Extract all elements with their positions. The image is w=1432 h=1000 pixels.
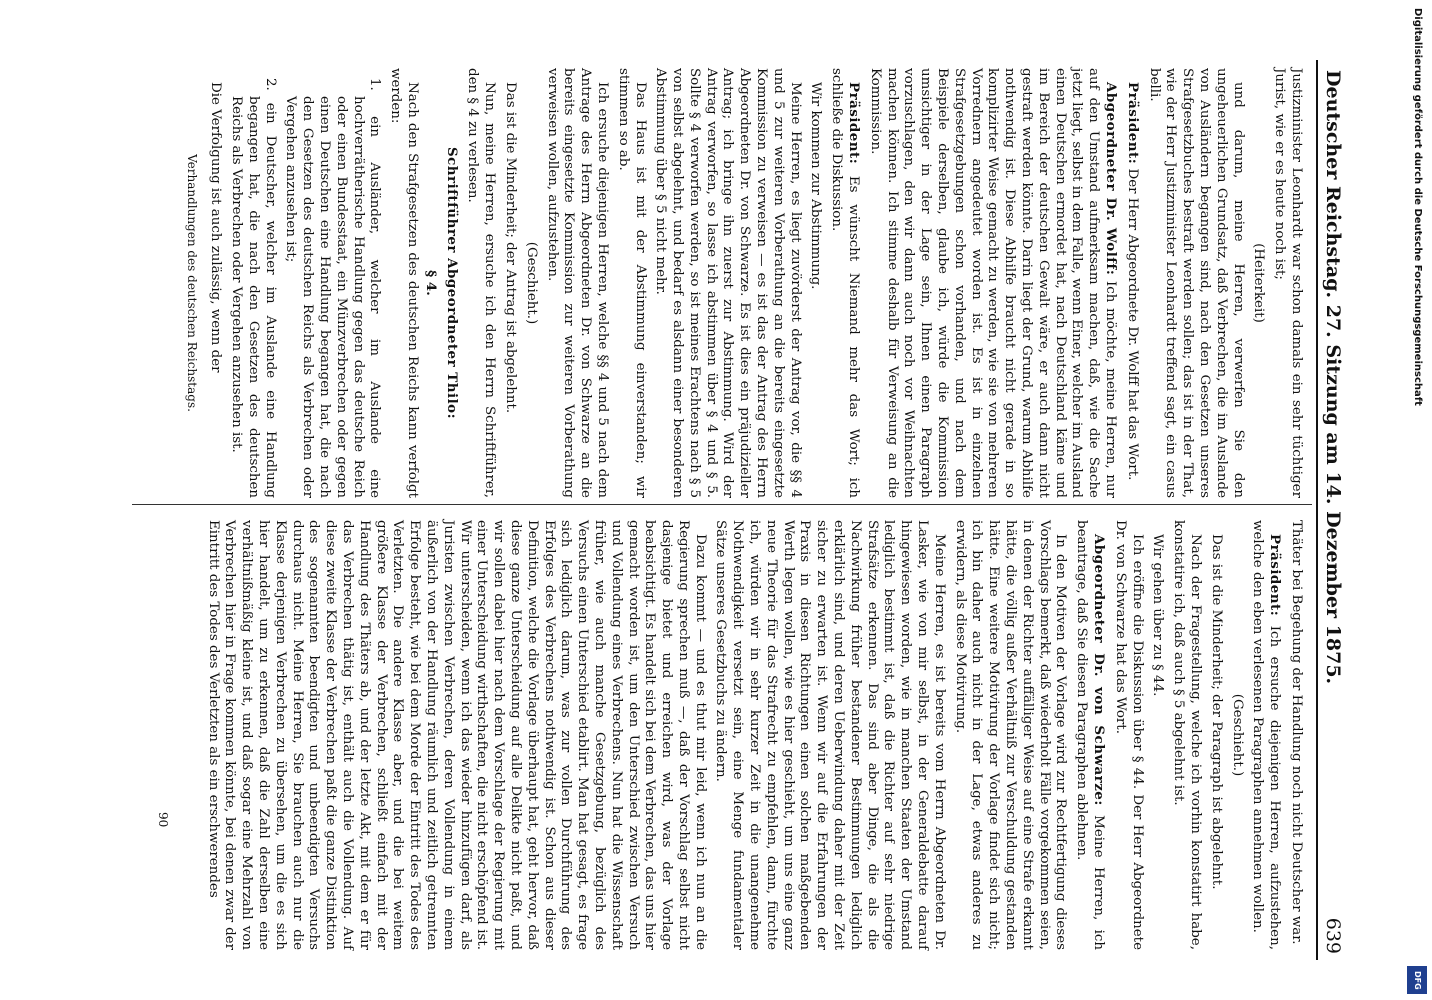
speaker-name: Abgeordneter Dr. von Schwarze:	[1091, 534, 1108, 806]
speaker-name: Präsident:	[846, 82, 863, 165]
speech-text: Es wünscht Niemand mehr das Wort; ich schließe die Diskussion.	[829, 68, 862, 498]
text-paragraph: Ich ersuche diejenigen Herren, welche §§ 4 und 5 nach dem Antrage des Herrn Abgeordneten Dr. von Schwarze an die bereits eingesetzte Kommission zur weiteren Vorberathung verweisen wollen, aufzustehen.	[544, 68, 610, 498]
speaker-name: Präsident:	[1267, 534, 1284, 617]
text-paragraph: Wir gehen über zu § 44.	[1150, 534, 1166, 697]
speech-text: Ich möchte, meine Herren, nur auf den Umstand aufmerksam machen, daß, wie die Sache jetzt liegt, selbst in dem Falle, wenn Einer, welcher im Ausland einen Deutschen ermordet hat, nach Deutschland käme und im Bereich der deutschen Gewalt wäre, er auch dann nicht gestraft werden könnte. Darin liegt der Grund, warum Abhilfe nothwendig ist. Diese Abhilfe braucht nicht gerade in so komplizirter Weise gemacht zu werden, wie sie von mehreren Vorrednern angedeutet worden ist. Es ist in einzelnen Strafgesetzgebungen schon vorhanden, und nach dem Beispiele derselben, glaube ich, würde die Kommission umsichtiger in der Lage sein, Ihnen einen Paragraph vorzuschlagen, den wir dann auch noch vor Weihnachten machen können. Ich stimme deshalb für Verweisung an die Kommission.	[867, 68, 1119, 498]
text-paragraph: Ich eröffne die Diskussion über § 44. Der Herr Abgeordnete Dr. von Schwarze hat das Wort.	[1112, 520, 1145, 950]
column-divider	[132, 504, 1312, 505]
section-heading: § 4.	[422, 270, 439, 296]
text-paragraph: Meine Herren, es ist bereits vom Herrn Abgeordneten Dr. Lasker, wie von mir selbst, in der Generaldebatte darauf hingewiesen worden, wie in manchen Staaten der Umstand lediglich bestimmt ist, daß die Richter auf sehr niedrige Strafsätze erkennen. Das sind aber Dinge, die als die Nachwirkung früher bestandener Bestimmungen lediglich erklärlich sind, und deren Ueberwindung daher mit der Zeit sicher zu erwarten ist. Wenn wir auf die Erfahrungen der Praxis in diesen Richtungen einen solchen maßgebenden Werth legen wollen, wie es hier geschieht, um uns eine ganz neue Theorie für das Strafrecht zu empfehlen, dann, fürchte ich, würden wir in sehr kurzer Zeit in die unangenehme Nothwendigkeit versetzt sein, eine Menge fundamentaler Sätze unseres Gesetzbuchs zu ändern.	[713, 520, 947, 950]
text-paragraph: Nach der Fragestellung, welche ich vorhin konstatirt habe, konstatire ich, daß auch § 5 abgelehnt ist.	[1171, 520, 1204, 950]
left-column	[184, 68, 1304, 498]
speaker-name: Schriftführer Abgeordneter Thilo:	[443, 146, 460, 420]
speech-paragraph	[1123, 68, 1141, 498]
speech-text: Ich ersuche diejenigen Herren, aufzustehen, welche den eben verlesenen Paragraphen annehmen wollen.	[1250, 520, 1283, 950]
digitization-footer	[1405, 0, 1429, 1000]
digitization-credit: Digitalisierung gefördert durch die Deutsche Forschungsgemeinschaft	[1412, 8, 1423, 406]
text-paragraph: Das ist die Minderheit; der Antrag ist abgelehnt.	[502, 82, 518, 414]
reaction-note: (Geschieht.)	[1229, 693, 1245, 777]
sheet-number: 90	[156, 812, 170, 828]
page-number: 639	[1322, 917, 1344, 954]
speech-paragraph	[827, 68, 862, 498]
speech-text: Meine Herren, ich beantrage, daß Sie diesen Paragraphen ablehnen.	[1074, 520, 1107, 950]
reaction-note: (Geschieht.)	[523, 241, 539, 325]
list-item: 2. ein Deutscher, welcher im Auslande eine Handlung begangen hat, die nach den Gesetzen des deutschen Reichs als Verbrechen oder Vergehen anzusehen ist.	[228, 78, 278, 498]
text-paragraph: Justizminister Leonhardt war schon damals ein sehr tüchtiger Jurist, wie er es heute noch ist;	[1272, 68, 1304, 498]
signature-line: Verhandlungen des deutschen Reichstags.	[185, 154, 200, 412]
text-paragraph: Nach den Strafgesetzen des deutschen Reichs kann verfolgt werden:	[388, 68, 420, 498]
speech-paragraph	[1072, 520, 1107, 950]
text-paragraph: Thäter bei Begehung der Handlung noch nicht Deutscher war.	[1289, 520, 1304, 945]
dfg-logo-icon: DFG	[1407, 966, 1427, 994]
speaker-name: Präsident:	[1124, 82, 1141, 165]
text-paragraph: Meine Herren, es liegt zuvörderst der Antrag vor, die §§ 4 und 5 zur weiteren Vorberathung an die bereits eingesetzte Kommission zu verweisen — es ist das der Antrag des Herrn Abgeordneten Dr. von Schwarze. Es ist dies ein präjudizieller Antrag; ich bringe ihn zuerst zur Abstimmung. Wird der Antrag verworfen, so lasse ich abstimmen über § 4 und § 5. Sollte § 4 verworfen werden, so ist meines Erachtens nach § 5 von selbst abgelehnt, und bedarf es alsdann einer besonderen Abstimmung über § 5 nicht mehr.	[653, 68, 803, 498]
text-paragraph: und darum, meine Herren, verwerfen Sie den ungeheuerlichen Grundsatz, daß Verbrechen, die im Auslande von Ausländern begangen sind, nach den Gesetzen unseres Strafgesetzbuches bestraft werden sollen; das ist in der That, wie der Herr Justizminister Leonhardt treffend sagt, ein casus belli.	[1146, 68, 1246, 498]
list-item: 1. ein Ausländer, welcher im Auslande eine hochverrätherische Handlung gegen das deutsche Reich oder einen Bundesstaat, ein Münzverbrechen oder gegen einen Deutschen eine Handlung begangen hat, die nach den Gesetzen des deutschen Reichs als Verbrechen oder Vergehen anzusehen ist;	[283, 78, 383, 498]
text-paragraph: Das ist die Minderheit; der Paragraph ist abgelehnt.	[1208, 534, 1224, 890]
page-header	[1316, 60, 1344, 960]
speech-paragraph	[1249, 520, 1284, 950]
text-paragraph: Dazu kommt — und es thut mir leid, wenn ich nun an die Regierung sprechen muß —, daß der Vorschlag selbst nicht dasjenige bietet und erreichen wird, was der Vorlage beabsichtigt. Es handelt sich bei dem Verbrechen, das uns hier gemacht worden ist, um den Unterschied zwischen Versuch und Vollendung eines Verbrechens. Nun hat die Wissenschaft früher, wie auch manche Gesetzgebung, bezüglich des Versuchs einen Unterschied etablirt. Man hat gesagt, es frage sich lediglich darum, was zur vollen Durchführung des Erfolges des Verbrechens nothwendig ist. Schon aus dieser Definition, welche die Vorlage überhaupt hat, geht hervor, daß diese ganze Unterscheidung auf alle Delikte nicht paßt, und wir sollen dabei hier nach dem Vorschlage der Regierung mit einer Unterscheidung wirthschaften, die nicht erschöpfend ist. Wir unterscheiden, wenn ich das wieder hinzufügen darf, als Juristen zwischen Verbrechen, deren Vollendung in einem äußerlich von der Handlung räumlich und zeitlich getrennten Erfolge besteht, wie bei dem Morde der Eintritt des Todes des Verletzten. Die andere Klasse aber, und die bei weitem größere Klasse der Verbrechen, schließt einfach mit der Handlung des Thäters ab, und der letzte Akt, mit dem er für das Verbrechen thätig ist, enthält auch die Vollendung. Auf diese zweite Klasse der Verbrechen paßt die ganze Distinktion des sogenannten beendigten und unbeendigten Versuchs durchaus nicht. Meine Herren, Sie brauchen auch nur die Klasse derjenigen Verbrechen zu übersehen, um die es sich hier handelt, um zu erkennen, daß die Zahl derselben eine verhältnißmäßig kleine ist, und daß sogar eine Mehrzahl von Verbrechen hier in Frage kommen könnte, bei denen zwar der Eintritt des Todes des Verletzten als ein erschwerendes	[205, 520, 708, 950]
text-paragraph: Wir kommen zur Abstimmung.	[808, 82, 824, 290]
text-paragraph: Nun, meine Herren, ersuche ich den Herrn Schriftführer, den § 4 zu verlesen.	[465, 68, 498, 498]
page-header-title: Deutscher Reichstag. 27. Sitzung am 14. Dezember 1875.	[1322, 70, 1344, 685]
legal-list	[227, 68, 382, 498]
speech-text: Der Herr Abgeordnete Dr. Wolff hat das Wort.	[1124, 168, 1140, 481]
speaker-name: Abgeordneter Dr. Wolff:	[1103, 82, 1120, 276]
right-column	[200, 520, 1304, 950]
reaction-note: (Heiterkeit)	[1251, 243, 1267, 323]
text-paragraph: In den Motiven der Vorlage wird zur Rechtfertigung dieses Vorschlags bemerkt, daß wiederholt Fälle vorgekommen seien, in denen der Richter auffälliger Weise auf eine Strafe erkannt hätte, die völlig außer Verhältniß zur Verschuldung gestanden hätte. Eine weitere Motivirung der Vorlage findet sich nicht; ich bin daher auch nicht in der Lage, etwas anderes zu erwidern, als diese Motivirung.	[952, 520, 1069, 950]
speech-paragraph	[866, 68, 1119, 498]
text-paragraph: Das Haus ist mit der Abstimmung einverstanden; wir stimmen so ab.	[615, 68, 648, 498]
text-paragraph: Die Verfolgung ist auch zulässig, wenn der	[208, 82, 224, 373]
